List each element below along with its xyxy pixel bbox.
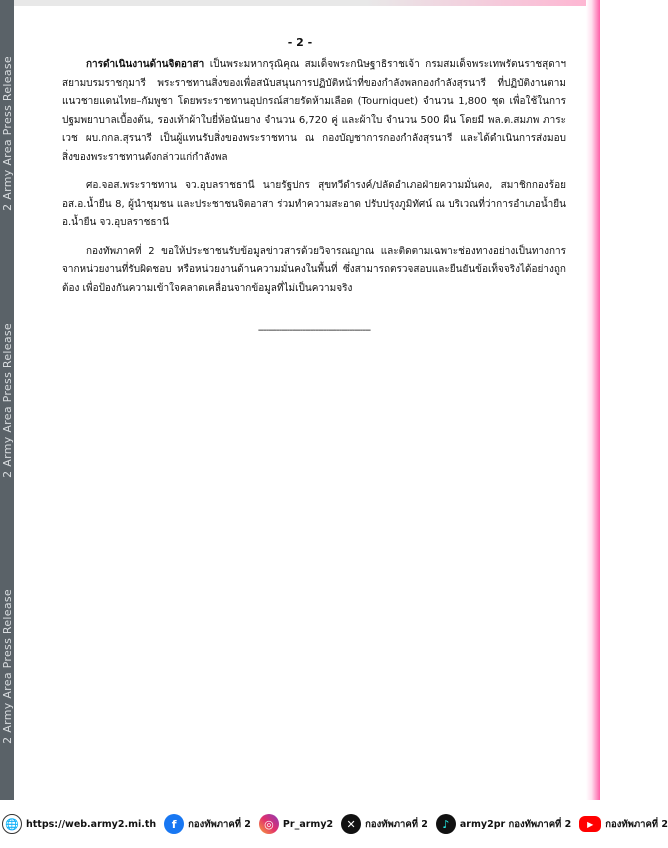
tiktok-icon: ♪ bbox=[436, 814, 456, 834]
document-page bbox=[14, 6, 586, 800]
youtube-label: กองทัพภาคที่ 2 bbox=[605, 818, 668, 830]
side-banner-text bbox=[0, 0, 14, 800]
footer-bar bbox=[0, 800, 668, 848]
globe-icon: 🌐 bbox=[2, 814, 22, 834]
side-banner-label: 2 Army Area Press Release bbox=[0, 589, 14, 745]
end-divider: ------------------------------------------- bbox=[257, 325, 371, 336]
youtube-icon: ▶ bbox=[579, 816, 601, 832]
instagram-label: Pr_army2 bbox=[282, 818, 334, 830]
footer-youtube[interactable] bbox=[579, 816, 668, 832]
paragraph-text: กองทัพภาคที่ 2 ขอให้ประชาชนรับข้อมูลข่าวสารด้วยวิจารณญาณ และติดตามเฉพาะช่องทางอย่างเป็นทางการจากหน่วยงานที่รับผิดชอบ หรือหน่วยงานด้านความมั่นคงในพื้นที่ ซึ่งสามารถตรวจสอบและยืนยันข้อเท็จจริงได้อย่างถูกต้อง เพื่อป้องกันความเข้าใจคลาดเคลื่อนจากข้อมูลที่ไม่เป็นความจริง bbox=[62, 245, 566, 294]
side-banner bbox=[0, 0, 14, 800]
website-link[interactable]: https://web.army2.mi.th bbox=[26, 818, 157, 830]
page-number: - 2 - bbox=[287, 36, 313, 49]
paragraph-advisory bbox=[62, 243, 566, 299]
instagram-icon: ◎ bbox=[259, 814, 279, 834]
right-edge-accent bbox=[586, 0, 600, 800]
facebook-icon: f bbox=[164, 814, 184, 834]
x-label: กองทัพภาคที่ 2 bbox=[365, 818, 428, 830]
paragraph-text: ศอ.จอส.พระราชทาน จว.อุบลราชธานี นายรัฐปกร สุขทวีดำรงค์/ปลัดอำเภอฝ่ายความมั่นคง, สมาชิกกองร้อย อส.อ.น้ำยืน 8, ผู้นำชุมชน และประชาชนจิตอาสา ร่วมทำความสะอาด ปรับปรุงภูมิทัศน์ ณ บริเวณที่ว่าการอำเภอน้ำยืน อ.น้ำยืน จว.อุบลราชธานี bbox=[62, 180, 566, 228]
paragraph-cleanup bbox=[62, 177, 566, 233]
side-banner-label: 2 Army Area Press Release bbox=[0, 55, 14, 211]
tiktok-label: army2pr กองทัพภาคที่ 2 bbox=[459, 818, 572, 830]
document-body bbox=[62, 56, 566, 341]
footer-x[interactable] bbox=[341, 814, 428, 834]
footer-website[interactable] bbox=[2, 814, 156, 834]
footer-instagram[interactable] bbox=[259, 814, 333, 834]
footer-facebook[interactable] bbox=[164, 814, 251, 834]
facebook-label: กองทัพภาคที่ 2 bbox=[188, 818, 251, 830]
footer-tiktok[interactable] bbox=[436, 814, 571, 834]
paragraph-text: เป็นพระมหากรุณิคุณ สมเด็จพระกนิษฐาธิราชเจ้า กรมสมเด็จพระเทพรัตนราชสุดาฯ สยามบรมราชกุมารี พระราชทานสิ่งของเพื่อสนับสนุนการปฏิบัติหน้าที่ของกำลังพลกองกำลังสุรนารี ที่ปฏิบัติงานตามแนวชายแดนไทย–กัมพูชา โดยพระราชทานอุปกรณ์สายรัดห้ามเลือด (Tourniquet) จำนวน 1,800 ชุด เพื่อใช้ในการปฐมพยาบาลเบื้องต้น, รองเท้าผ้าใบยี่ห้อนันยาง จำนวน 6,720 คู่ และผ้าใบ จำนวน 500 ผืน โดยมี พล.ต.สมภพ ภาระเวช ผบ.กกล.สุรนารี เป็นผู้แทนรับสิ่งของพระราชทาน ณ กองบัญชาการกองกำลังสุรนารี และได้ดำเนินการส่งมอบสิ่งของพระราชทานดังกล่าวแก่กำลังพล bbox=[62, 59, 566, 163]
side-banner-label: 2 Army Area Press Release bbox=[0, 322, 14, 478]
x-icon: ✕ bbox=[341, 814, 361, 834]
paragraph-heading: การดำเนินงานด้านจิตอาสา bbox=[86, 59, 205, 70]
paragraph-volunteer bbox=[62, 56, 566, 167]
